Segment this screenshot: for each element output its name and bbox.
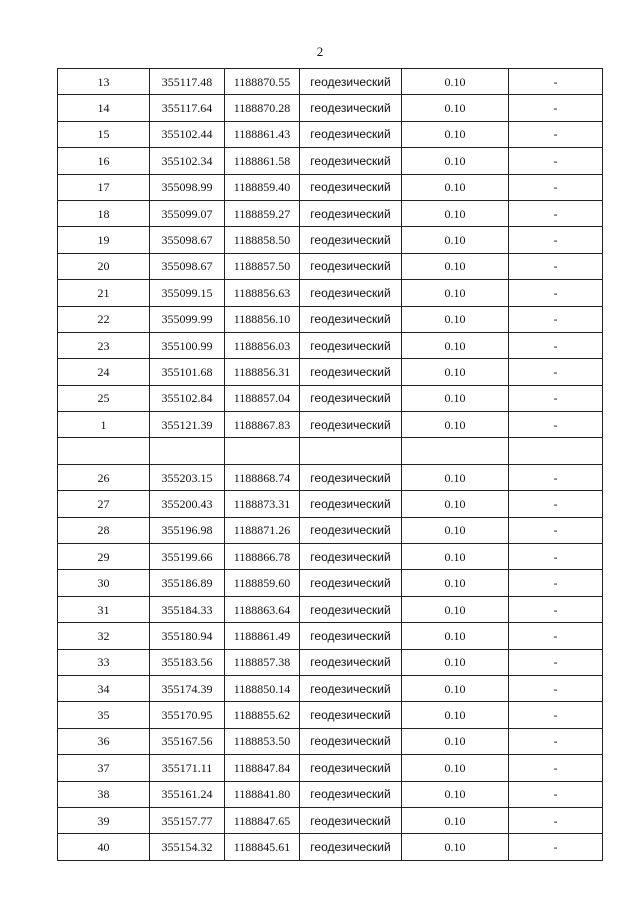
note-cell: -: [509, 227, 603, 253]
method-cell: геодезический: [300, 755, 402, 781]
table-row: [58, 755, 603, 781]
method-cell: геодезический: [300, 359, 402, 385]
x-coordinate-cell: 355183.56: [150, 649, 225, 675]
point-number-cell: 40: [58, 834, 150, 860]
accuracy-cell: 0.10: [402, 227, 509, 253]
x-coordinate-cell: 355098.67: [150, 227, 225, 253]
method-cell: геодезический: [300, 675, 402, 701]
page-number: 2: [316, 44, 324, 59]
x-coordinate-cell: 355196.98: [150, 517, 225, 543]
x-coordinate-cell: 355102.84: [150, 385, 225, 411]
method-cell: геодезический: [300, 174, 402, 200]
note-cell: -: [509, 755, 603, 781]
y-coordinate-cell: 1188847.65: [225, 807, 300, 833]
method-cell: геодезический: [300, 332, 402, 358]
table-row: [58, 121, 603, 147]
method-cell: геодезический: [300, 385, 402, 411]
note-cell: -: [509, 174, 603, 200]
accuracy-cell: 0.10: [402, 728, 509, 754]
x-coordinate-cell: 355101.68: [150, 359, 225, 385]
accuracy-cell: 0.10: [402, 755, 509, 781]
point-number-cell: 16: [58, 148, 150, 174]
x-coordinate-cell: 355170.95: [150, 702, 225, 728]
x-coordinate-cell: 355199.66: [150, 544, 225, 570]
accuracy-cell: 0.10: [402, 69, 509, 95]
note-cell: -: [509, 121, 603, 147]
y-coordinate-cell: 1188859.40: [225, 174, 300, 200]
point-number-cell: 29: [58, 544, 150, 570]
table-row: [58, 675, 603, 701]
y-coordinate-cell: 1188873.31: [225, 491, 300, 517]
point-number-cell: 34: [58, 675, 150, 701]
table-row: [58, 570, 603, 596]
y-coordinate-cell: 1188855.62: [225, 702, 300, 728]
method-cell: геодезический: [300, 227, 402, 253]
note-cell: -: [509, 464, 603, 490]
y-coordinate-cell: 1188853.50: [225, 728, 300, 754]
note-cell: -: [509, 834, 603, 860]
table-row: [58, 332, 603, 358]
accuracy-cell: 0.10: [402, 649, 509, 675]
point-number-cell: 24: [58, 359, 150, 385]
accuracy-cell: 0.10: [402, 385, 509, 411]
x-coordinate-cell: 355200.43: [150, 491, 225, 517]
note-cell: -: [509, 69, 603, 95]
y-coordinate-cell: 1188856.03: [225, 332, 300, 358]
accuracy-cell: 0.10: [402, 412, 509, 438]
note-cell: -: [509, 253, 603, 279]
note-cell: -: [509, 544, 603, 570]
accuracy-cell: 0.10: [402, 174, 509, 200]
table-row: [58, 306, 603, 332]
note-cell: -: [509, 570, 603, 596]
point-number-cell: 15: [58, 121, 150, 147]
table-row: [58, 781, 603, 807]
accuracy-cell: 0.10: [402, 253, 509, 279]
note-cell: -: [509, 306, 603, 332]
x-coordinate-cell: 355102.44: [150, 121, 225, 147]
accuracy-cell: 0.10: [402, 491, 509, 517]
x-coordinate-cell: 355167.56: [150, 728, 225, 754]
table-row: [58, 412, 603, 438]
y-coordinate-cell: 1188841.80: [225, 781, 300, 807]
table-row: [58, 623, 603, 649]
table-row: [58, 359, 603, 385]
table-row: [58, 200, 603, 226]
point-number-cell: 26: [58, 464, 150, 490]
x-coordinate-cell: 355186.89: [150, 570, 225, 596]
y-coordinate-cell: 1188870.55: [225, 69, 300, 95]
x-coordinate-cell: 355099.99: [150, 306, 225, 332]
y-coordinate-cell: 1188857.04: [225, 385, 300, 411]
y-coordinate-cell: 1188861.49: [225, 623, 300, 649]
accuracy-cell: 0.10: [402, 544, 509, 570]
accuracy-cell: 0.10: [402, 359, 509, 385]
method-cell: геодезический: [300, 200, 402, 226]
x-coordinate-cell: 355102.34: [150, 148, 225, 174]
method-cell: геодезический: [300, 412, 402, 438]
y-coordinate-cell: 1188859.60: [225, 570, 300, 596]
point-number-cell: 35: [58, 702, 150, 728]
x-coordinate-cell: 355154.32: [150, 834, 225, 860]
table-row: [58, 834, 603, 860]
y-coordinate-cell: 1188858.50: [225, 227, 300, 253]
method-cell: геодезический: [300, 544, 402, 570]
accuracy-cell: 0.10: [402, 834, 509, 860]
y-coordinate-cell: [225, 438, 300, 464]
method-cell: геодезический: [300, 121, 402, 147]
point-number-cell: 13: [58, 69, 150, 95]
x-coordinate-cell: 355099.07: [150, 200, 225, 226]
point-number-cell: 21: [58, 280, 150, 306]
note-cell: -: [509, 517, 603, 543]
y-coordinate-cell: 1188856.31: [225, 359, 300, 385]
accuracy-cell: 0.10: [402, 280, 509, 306]
point-number-cell: 25: [58, 385, 150, 411]
method-cell: геодезический: [300, 702, 402, 728]
x-coordinate-cell: 355099.15: [150, 280, 225, 306]
method-cell: геодезический: [300, 623, 402, 649]
note-cell: -: [509, 728, 603, 754]
point-number-cell: 39: [58, 807, 150, 833]
accuracy-cell: 0.10: [402, 807, 509, 833]
point-number-cell: 38: [58, 781, 150, 807]
method-cell: геодезический: [300, 280, 402, 306]
method-cell: геодезический: [300, 728, 402, 754]
accuracy-cell: 0.10: [402, 675, 509, 701]
note-cell: -: [509, 649, 603, 675]
method-cell: геодезический: [300, 807, 402, 833]
point-number-cell: 32: [58, 623, 150, 649]
note-cell: -: [509, 148, 603, 174]
y-coordinate-cell: 1188863.64: [225, 596, 300, 622]
note-cell: -: [509, 807, 603, 833]
note-cell: -: [509, 332, 603, 358]
method-cell: геодезический: [300, 781, 402, 807]
point-number-cell: 31: [58, 596, 150, 622]
x-coordinate-cell: 355098.67: [150, 253, 225, 279]
point-number-cell: 1: [58, 412, 150, 438]
note-cell: -: [509, 359, 603, 385]
y-coordinate-cell: 1188857.38: [225, 649, 300, 675]
accuracy-cell: 0.10: [402, 781, 509, 807]
table-row: [58, 385, 603, 411]
note-cell: -: [509, 596, 603, 622]
accuracy-cell: 0.10: [402, 95, 509, 121]
point-number-cell: 27: [58, 491, 150, 517]
table-row: [58, 69, 603, 95]
coordinates-table-body: [58, 69, 603, 861]
table-row: [58, 517, 603, 543]
point-number-cell: 33: [58, 649, 150, 675]
method-cell: геодезический: [300, 596, 402, 622]
x-coordinate-cell: 355121.39: [150, 412, 225, 438]
accuracy-cell: 0.10: [402, 148, 509, 174]
table-row: [58, 728, 603, 754]
table-row: [58, 438, 603, 464]
note-cell: -: [509, 412, 603, 438]
x-coordinate-cell: 355100.99: [150, 332, 225, 358]
accuracy-cell: 0.10: [402, 200, 509, 226]
method-cell: геодезический: [300, 148, 402, 174]
x-coordinate-cell: 355171.11: [150, 755, 225, 781]
y-coordinate-cell: 1188856.10: [225, 306, 300, 332]
x-coordinate-cell: 355117.48: [150, 69, 225, 95]
table-row: [58, 95, 603, 121]
accuracy-cell: 0.10: [402, 570, 509, 596]
table-row: [58, 807, 603, 833]
method-cell: геодезический: [300, 306, 402, 332]
table-row: [58, 148, 603, 174]
y-coordinate-cell: 1188850.14: [225, 675, 300, 701]
table-row: [58, 253, 603, 279]
table-row: [58, 596, 603, 622]
method-cell: геодезический: [300, 517, 402, 543]
note-cell: -: [509, 280, 603, 306]
y-coordinate-cell: 1188867.83: [225, 412, 300, 438]
point-number-cell: 36: [58, 728, 150, 754]
method-cell: геодезический: [300, 69, 402, 95]
point-number-cell: 14: [58, 95, 150, 121]
coordinates-table: [57, 68, 603, 861]
method-cell: геодезический: [300, 464, 402, 490]
y-coordinate-cell: 1188847.84: [225, 755, 300, 781]
note-cell: [509, 438, 603, 464]
note-cell: -: [509, 702, 603, 728]
y-coordinate-cell: 1188845.61: [225, 834, 300, 860]
accuracy-cell: 0.10: [402, 121, 509, 147]
accuracy-cell: 0.10: [402, 623, 509, 649]
accuracy-cell: [402, 438, 509, 464]
x-coordinate-cell: 355098.99: [150, 174, 225, 200]
point-number-cell: 22: [58, 306, 150, 332]
x-coordinate-cell: 355203.15: [150, 464, 225, 490]
method-cell: геодезический: [300, 253, 402, 279]
x-coordinate-cell: 355161.24: [150, 781, 225, 807]
x-coordinate-cell: 355174.39: [150, 675, 225, 701]
method-cell: геодезический: [300, 95, 402, 121]
y-coordinate-cell: 1188861.43: [225, 121, 300, 147]
y-coordinate-cell: 1188870.28: [225, 95, 300, 121]
y-coordinate-cell: 1188859.27: [225, 200, 300, 226]
accuracy-cell: 0.10: [402, 702, 509, 728]
table-row: [58, 649, 603, 675]
method-cell: геодезический: [300, 570, 402, 596]
y-coordinate-cell: 1188871.26: [225, 517, 300, 543]
x-coordinate-cell: [150, 438, 225, 464]
x-coordinate-cell: 355180.94: [150, 623, 225, 649]
method-cell: геодезический: [300, 649, 402, 675]
method-cell: геодезический: [300, 491, 402, 517]
note-cell: -: [509, 623, 603, 649]
table-row: [58, 280, 603, 306]
point-number-cell: 23: [58, 332, 150, 358]
method-cell: [300, 438, 402, 464]
point-number-cell: 30: [58, 570, 150, 596]
x-coordinate-cell: 355184.33: [150, 596, 225, 622]
table-row: [58, 227, 603, 253]
y-coordinate-cell: 1188866.78: [225, 544, 300, 570]
note-cell: -: [509, 200, 603, 226]
point-number-cell: 37: [58, 755, 150, 781]
note-cell: -: [509, 95, 603, 121]
point-number-cell: 28: [58, 517, 150, 543]
table-row: [58, 702, 603, 728]
y-coordinate-cell: 1188868.74: [225, 464, 300, 490]
point-number-cell: 18: [58, 200, 150, 226]
note-cell: -: [509, 781, 603, 807]
table-row: [58, 544, 603, 570]
table-row: [58, 491, 603, 517]
accuracy-cell: 0.10: [402, 306, 509, 332]
y-coordinate-cell: 1188861.58: [225, 148, 300, 174]
accuracy-cell: 0.10: [402, 517, 509, 543]
accuracy-cell: 0.10: [402, 464, 509, 490]
point-number-cell: [58, 438, 150, 464]
y-coordinate-cell: 1188857.50: [225, 253, 300, 279]
accuracy-cell: 0.10: [402, 596, 509, 622]
accuracy-cell: 0.10: [402, 332, 509, 358]
note-cell: -: [509, 385, 603, 411]
x-coordinate-cell: 355157.77: [150, 807, 225, 833]
point-number-cell: 17: [58, 174, 150, 200]
point-number-cell: 20: [58, 253, 150, 279]
method-cell: геодезический: [300, 834, 402, 860]
note-cell: -: [509, 675, 603, 701]
point-number-cell: 19: [58, 227, 150, 253]
table-row: [58, 174, 603, 200]
note-cell: -: [509, 491, 603, 517]
x-coordinate-cell: 355117.64: [150, 95, 225, 121]
y-coordinate-cell: 1188856.63: [225, 280, 300, 306]
table-row: [58, 464, 603, 490]
